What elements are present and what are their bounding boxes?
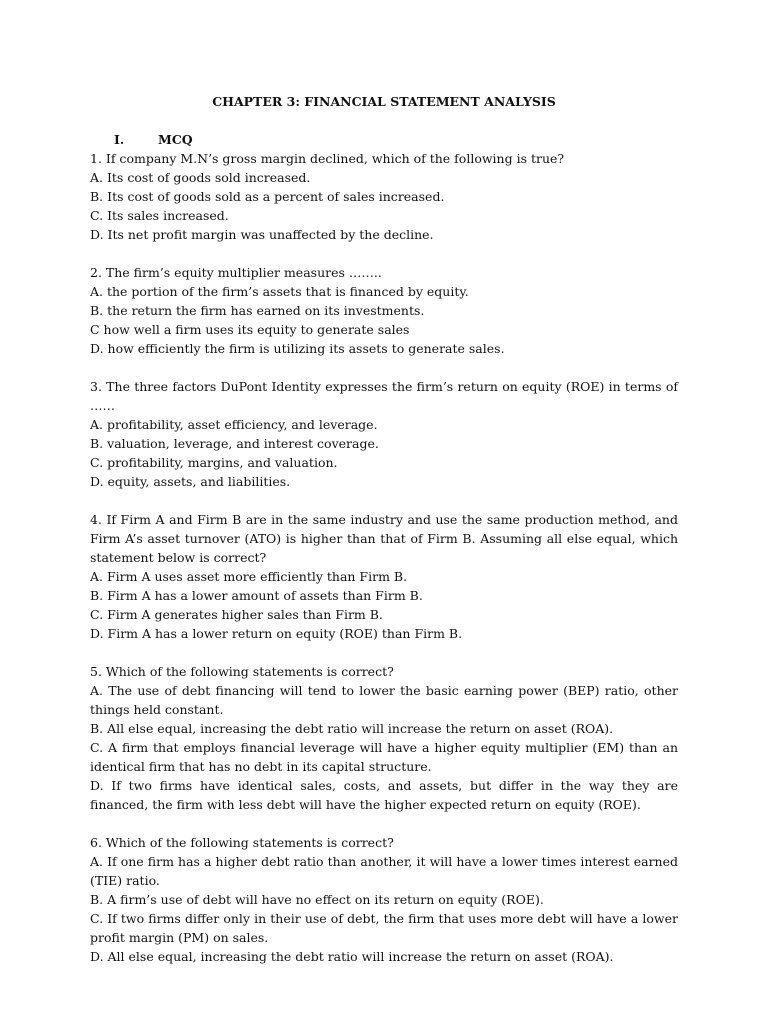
answer-option-c: C how well a firm uses its equity to generate sales — [90, 322, 410, 337]
page-title: CHAPTER 3: FINANCIAL STATEMENT ANALYSIS — [212, 94, 556, 109]
section-heading — [90, 130, 678, 149]
question-stem: 2. The firm’s equity multiplier measures …….. — [90, 265, 382, 280]
question-stem: 1. If company M.N’s gross margin declined, which of the following is true? — [90, 151, 565, 166]
answer-option-c: C. profitability, margins, and valuation. — [90, 455, 338, 470]
answer-option-a: A. the portion of the firm’s assets that is financed by equity. — [90, 284, 469, 299]
answer-option-a: A. The use of debt financing will tend to lower the basic earning power (BEP) ratio, other things held constant. — [90, 683, 678, 717]
section-number: I. — [114, 132, 125, 147]
question-stem: 4. If Firm A and Firm B are in the same industry and use the same production method, and Firm A’s asset turnover (ATO) is higher than that of Firm B. Assuming all else equal, which statement below is correct? — [90, 512, 678, 565]
answer-option-d: D. All else equal, increasing the debt ratio will increase the return on asset (ROA). — [90, 949, 614, 964]
answer-option-d: D. Its net profit margin was unaffected by the decline. — [90, 227, 434, 242]
answer-option-b: B. Firm A has a lower amount of assets than Firm B. — [90, 588, 423, 603]
answer-option-d: D. If two firms have identical sales, costs, and assets, but differ in the way they are financed, the firm with less debt will have the higher expected return on equity (ROE). — [90, 778, 678, 812]
question-1 — [90, 149, 678, 244]
answer-option-b: B. the return the firm has earned on its investments. — [90, 303, 425, 318]
answer-option-c: C. Firm A generates higher sales than Firm B. — [90, 607, 383, 622]
answer-option-b: B. valuation, leverage, and interest coverage. — [90, 436, 379, 451]
answer-option-b: B. All else equal, increasing the debt ratio will increase the return on asset (ROA). — [90, 721, 614, 736]
question-stem: 3. The three factors DuPont Identity expresses the firm’s return on equity (ROE) in terms of …… — [90, 379, 678, 413]
answer-option-c: C. If two firms differ only in their use of debt, the firm that uses more debt will have a lower profit margin (PM) on sales. — [90, 911, 678, 945]
answer-option-d: D. how efficiently the firm is utilizing its assets to generate sales. — [90, 341, 505, 356]
answer-option-b: B. Its cost of goods sold as a percent of sales increased. — [90, 189, 445, 204]
answer-option-d: D. equity, assets, and liabilities. — [90, 474, 291, 489]
answer-option-a: A. Firm A uses asset more efficiently than Firm B. — [90, 569, 408, 584]
question-4 — [90, 510, 678, 643]
answer-option-a: A. If one firm has a higher debt ratio than another, it will have a lower times interest earned (TIE) ratio. — [90, 854, 678, 888]
question-stem: 6. Which of the following statements is correct? — [90, 835, 394, 850]
answer-option-a: A. profitability, asset efficiency, and leverage. — [90, 417, 378, 432]
section-label: MCQ — [158, 132, 193, 147]
answer-option-c: C. A firm that employs financial leverage will have a higher equity multiplier (EM) than an identical firm that has no debt in its capital structure. — [90, 740, 678, 774]
question-3 — [90, 377, 678, 491]
answer-option-c: C. Its sales increased. — [90, 208, 229, 223]
question-2 — [90, 263, 678, 358]
question-5 — [90, 662, 678, 814]
answer-option-a: A. Its cost of goods sold increased. — [90, 170, 311, 185]
answer-option-d: D. Firm A has a lower return on equity (ROE) than Firm B. — [90, 626, 463, 641]
answer-option-b: B. A firm’s use of debt will have no effect on its return on equity (ROE). — [90, 892, 544, 907]
question-stem: 5. Which of the following statements is correct? — [90, 664, 394, 679]
question-6 — [90, 833, 678, 966]
